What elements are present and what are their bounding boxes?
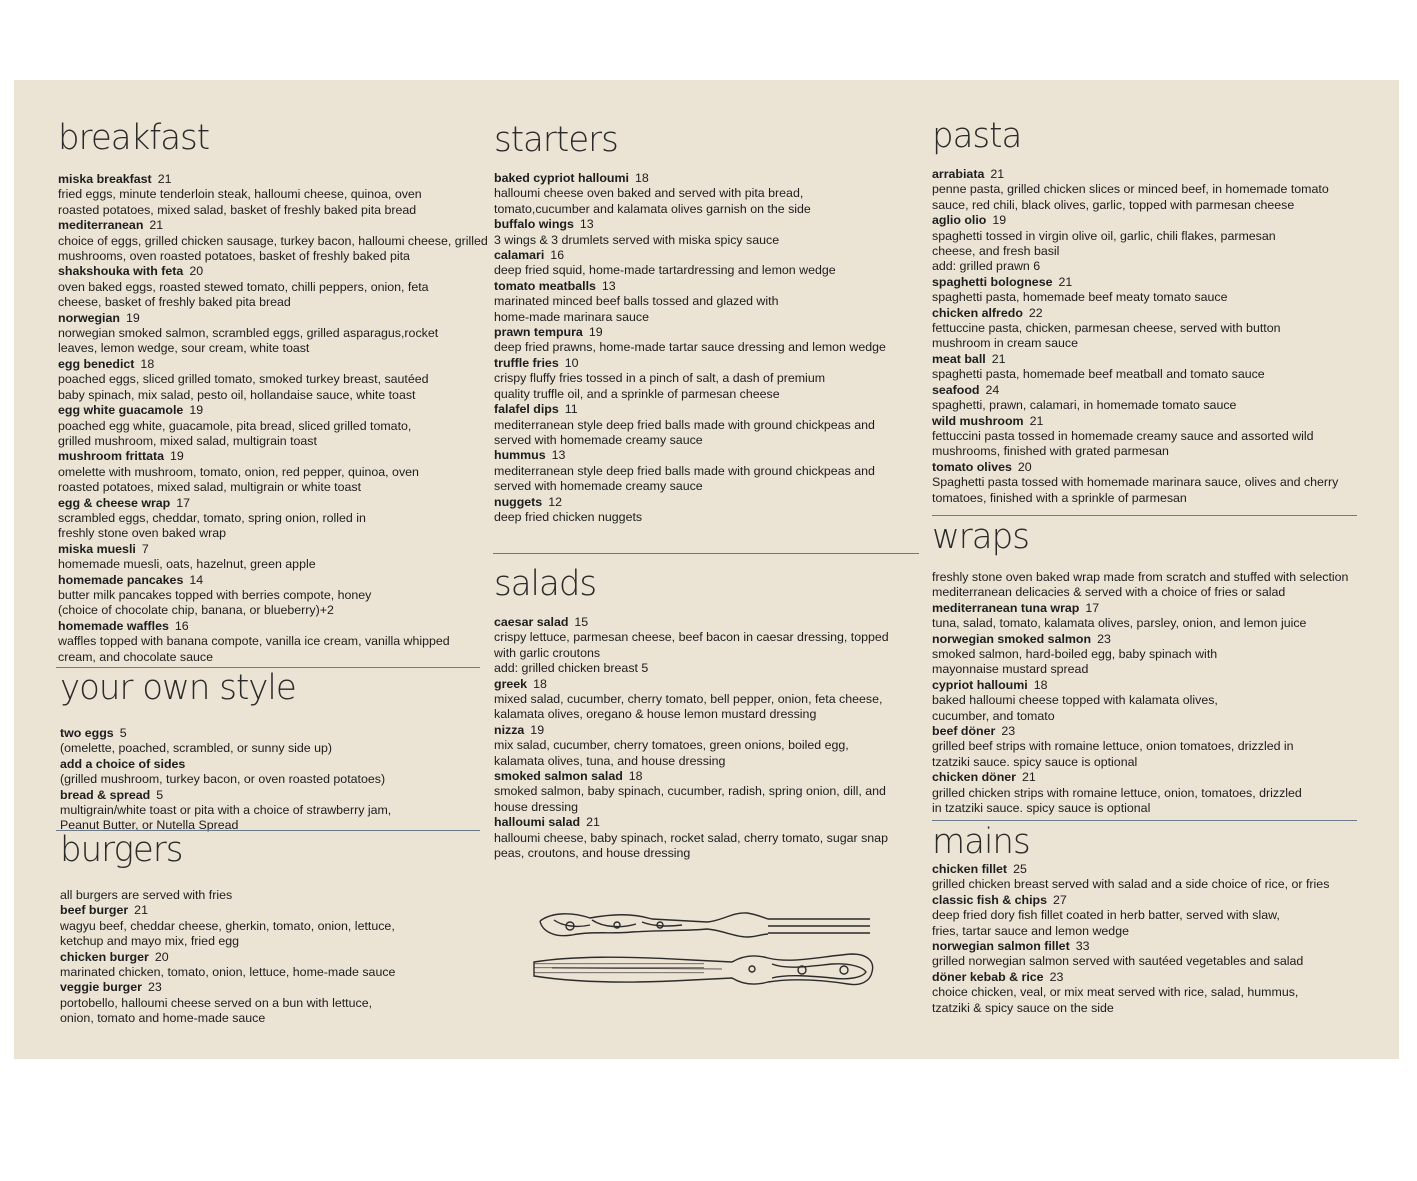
item-description: deep fried chicken nuggets: [494, 509, 643, 524]
menu-item: [932, 460, 1372, 506]
item-description: onion, tomato and home-made sauce: [60, 1011, 266, 1026]
menu-item: [58, 403, 488, 449]
item-description: (choice of chocolate chip, banana, or blueberry)+2: [58, 603, 334, 618]
item-price: 13: [601, 278, 616, 293]
item-price: 21: [149, 218, 164, 233]
menu-item: [60, 726, 490, 757]
item-description: crispy lettuce, parmesan cheese, beef bacon in caesar dressing, topped: [494, 630, 889, 645]
item-description: omelette with mushroom, tomato, onion, red pepper, quinoa, oven: [58, 464, 419, 479]
menu-item: [494, 171, 914, 217]
your-own-style-items: [60, 726, 490, 834]
menu-item: [60, 757, 490, 788]
menu-item: [494, 495, 914, 526]
wraps-intro-line: mediterranean delicacies & served with a choice of fries or salad: [932, 585, 1286, 600]
menu-item: [58, 218, 488, 264]
item-description: served with homemade creamy sauce: [494, 432, 703, 447]
item-name: two eggs: [60, 726, 114, 740]
section-title-wraps: wraps: [932, 516, 1029, 558]
menu-item: [494, 723, 914, 769]
item-name: seafood: [932, 382, 980, 397]
menu-item: [58, 172, 488, 218]
menu-item: [932, 414, 1372, 460]
item-name: tomato meatballs: [494, 278, 596, 293]
item-description: spaghetti, prawn, calamari, in homemade tomato sauce: [932, 398, 1237, 413]
item-price: 21: [990, 167, 1005, 181]
menu-item: [932, 970, 1372, 1016]
menu-item: [494, 815, 914, 861]
item-description: (grilled mushroom, turkey bacon, or oven roasted potatoes): [60, 772, 386, 787]
item-description: crispy fluffy fries tossed in a pinch of salt, a dash of premium: [494, 371, 826, 386]
item-description: tzatziki sauce. spicy sauce is optional: [932, 754, 1138, 769]
section-title-burgers: burgers: [60, 829, 183, 871]
item-description: mushrooms, oven roasted potatoes, basket of freshly baked pita: [58, 249, 410, 264]
item-price: 12: [548, 494, 562, 509]
item-description: penne pasta, grilled chicken slices or minced beef, in homemade tomato: [932, 182, 1329, 197]
wraps-items: [932, 601, 1372, 817]
menu-item: [58, 264, 488, 310]
item-name: bread & spread: [60, 787, 151, 802]
item-name: cypriot halloumi: [932, 677, 1028, 692]
item-name: egg white guacamole: [58, 403, 184, 418]
menu-item: [494, 217, 914, 248]
item-price: 19: [588, 325, 603, 340]
menu-item: [932, 352, 1372, 383]
item-description: baby spinach, mix salad, pesto oil, hollandaise sauce, white toast: [58, 387, 416, 402]
item-description: mayonnaise mustard spread: [932, 662, 1089, 677]
item-description: tzatziki & spicy sauce on the side: [932, 1000, 1114, 1015]
item-price: 18: [1033, 677, 1048, 692]
menu-item: [494, 677, 914, 723]
item-description: poached egg white, guacamole, pita bread, sliced grilled tomato,: [58, 418, 412, 433]
item-price: 33: [1075, 939, 1090, 954]
menu-item: [60, 980, 490, 1026]
item-description: choice of eggs, grilled chicken sausage, turkey bacon, halloumi cheese, grilled: [58, 233, 488, 248]
menu-item: [60, 788, 490, 834]
item-price: 22: [1028, 305, 1043, 320]
item-description: multigrain/white toast or pita with a choice of strawberry jam,: [60, 803, 392, 818]
item-price: 16: [550, 248, 565, 263]
item-name: miska muesli: [58, 541, 136, 556]
menu-item: [494, 279, 914, 325]
item-description: ketchup and mayo mix, fried egg: [60, 934, 240, 949]
section-title-your-own-style: your own style: [60, 667, 296, 709]
breakfast-items: [58, 172, 488, 665]
item-description: cheese, and fresh basil: [932, 244, 1060, 259]
item-price: 16: [174, 618, 189, 633]
item-name: chicken döner: [932, 770, 1017, 785]
item-description: mushrooms, finished with grated parmesan: [932, 444, 1169, 459]
burgers-items: [60, 903, 490, 1026]
item-price: 17: [176, 495, 191, 510]
menu-item: [58, 619, 488, 665]
item-price: 21: [991, 351, 1006, 366]
divider-starters: [493, 553, 919, 554]
item-name: truffle fries: [494, 355, 559, 370]
menu-item: [494, 615, 914, 677]
item-description: wagyu beef, cheddar cheese, gherkin, tomato, onion, lettuce,: [60, 918, 395, 933]
item-name: nuggets: [494, 494, 543, 509]
item-price: 5: [119, 726, 127, 740]
item-description: tomatoes, finished with a sprinkle of parmesan: [932, 490, 1187, 505]
item-description: deep fried squid, home-made tartardressing and lemon wedge: [494, 263, 836, 278]
menu-item: [58, 542, 488, 573]
item-name: spaghetti bolognese: [932, 274, 1053, 289]
section-title-mains: mains: [932, 821, 1030, 863]
mains-items: [932, 862, 1372, 1016]
item-description: fettuccini pasta tossed in homemade creamy sauce and assorted wild: [932, 428, 1314, 443]
menu-item: [932, 632, 1372, 678]
menu-item: [58, 573, 488, 619]
menu-item: [932, 770, 1372, 816]
item-name: homemade waffles: [58, 618, 169, 633]
item-description: halloumi cheese, baby spinach, rocket salad, cherry tomato, sugar snap: [494, 830, 888, 845]
item-name: chicken burger: [60, 949, 149, 964]
item-name: smoked salmon salad: [494, 769, 623, 784]
menu-item: [58, 357, 488, 403]
item-name: veggie burger: [60, 980, 142, 995]
item-name: halloumi salad: [494, 815, 581, 830]
section-title-salads: salads: [494, 563, 597, 605]
menu-item: [932, 678, 1372, 724]
item-name: prawn tempura: [494, 325, 583, 340]
item-description: tomato,cucumber and kalamata olives garnish on the side: [494, 201, 811, 216]
starters-items: [494, 171, 914, 525]
item-price: 18: [533, 676, 547, 691]
item-description: add: grilled chicken breast 5: [494, 661, 649, 676]
burgers-intro: all burgers are served with fries: [60, 888, 233, 902]
item-price: 23: [1001, 724, 1016, 739]
item-price: 18: [140, 356, 155, 371]
item-description: mix salad, cucumber, cherry tomatoes, green onions, boiled egg,: [494, 738, 849, 753]
item-name: hummus: [494, 448, 546, 463]
menu-item: [58, 496, 488, 542]
item-name: beef döner: [932, 724, 996, 739]
item-name: nizza: [494, 722, 525, 737]
item-name: norwegian: [58, 310, 120, 325]
item-description: (omelette, poached, scrambled, or sunny side up): [60, 741, 333, 756]
item-name: norwegian smoked salmon: [932, 631, 1092, 646]
menu-item: [60, 950, 490, 981]
item-description: spaghetti pasta, homemade beef meatball and tomato sauce: [932, 367, 1265, 382]
item-name: buffalo wings: [494, 217, 574, 232]
item-description: leaves, lemon wedge, sour cream, white toast: [58, 341, 310, 356]
column-left-your-own-style: [60, 668, 490, 834]
item-description: butter milk pancakes topped with berries compote, honey: [58, 587, 372, 602]
item-description: peas, croutons, and house dressing: [494, 846, 691, 861]
item-name: wild mushroom: [932, 413, 1024, 428]
column-right-wraps: [932, 517, 1372, 817]
item-price: 25: [1013, 862, 1027, 876]
item-description: grilled chicken strips with romaine lettuce, onion, tomatoes, drizzled: [932, 785, 1302, 800]
item-description: kalamata olives, oregano & house lemon mustard dressing: [494, 707, 817, 722]
item-name: homemade pancakes: [58, 572, 184, 587]
menu-item: [494, 325, 914, 356]
item-description: sauce, red chili, black olives, garlic, topped with parmesan cheese: [932, 197, 1295, 212]
item-name: egg benedict: [58, 356, 135, 371]
item-price: 20: [189, 264, 204, 279]
item-description: smoked salmon, hard-boiled egg, baby spinach with: [932, 647, 1218, 662]
item-description: choice chicken, veal, or mix meat served with rice, salad, hummus,: [932, 985, 1299, 1000]
item-description: cream, and chocolate sauce: [58, 649, 213, 664]
item-name: aglio olio: [932, 213, 987, 228]
item-description: Peanut Butter, or Nutella Spread: [60, 818, 239, 833]
item-name: mediterranean tuna wrap: [932, 600, 1080, 615]
column-right-mains: [932, 822, 1372, 1016]
item-description: halloumi cheese oven baked and served with pita bread,: [494, 186, 804, 201]
column-left: [58, 118, 488, 665]
item-name: falafel dips: [494, 402, 559, 417]
item-price: 21: [157, 172, 172, 186]
item-description: portobello, halloumi cheese served on a bun with lettuce,: [60, 995, 373, 1010]
item-name: arrabiata: [932, 167, 985, 181]
item-price: 5: [156, 787, 164, 802]
item-description: spaghetti tossed in virgin olive oil, garlic, chili flakes, parmesan: [932, 228, 1276, 243]
item-name: shakshouka with feta: [58, 264, 184, 279]
column-left-burgers: [60, 830, 490, 1027]
item-price: 19: [992, 213, 1007, 228]
menu-item: [932, 893, 1372, 939]
section-title-pasta: pasta: [932, 115, 1022, 157]
item-description: mediterranean style deep fried balls made with ground chickpeas and: [494, 463, 875, 478]
item-price: 18: [634, 171, 649, 185]
item-name: caesar salad: [494, 615, 569, 629]
item-description: roasted potatoes, mixed salad, multigrain or white toast: [58, 480, 362, 495]
item-description: quality truffle oil, and a sprinkle of parmesan cheese: [494, 386, 780, 401]
item-description: home-made marinara sauce: [494, 309, 649, 324]
item-price: 20: [154, 949, 169, 964]
knife-icon: [534, 954, 873, 985]
breakfast-section: [58, 118, 488, 665]
item-price: 23: [1049, 969, 1064, 984]
item-description: add: grilled prawn 6: [932, 259, 1041, 274]
item-description: mixed salad, cucumber, cherry tomato, bell pepper, onion, feta cheese,: [494, 692, 883, 707]
item-price: 19: [189, 403, 204, 418]
item-price: 21: [1022, 770, 1036, 785]
item-name: tomato olives: [932, 459, 1012, 474]
item-name: chicken alfredo: [932, 305, 1023, 320]
item-price: 19: [170, 449, 184, 464]
cutlery-illustration: [532, 906, 877, 1001]
item-description: fries, tartar sauce and lemon wedge: [932, 923, 1129, 938]
item-description: roasted potatoes, mixed salad, basket of freshly baked pita bread: [58, 202, 417, 217]
item-description: kalamata olives, tuna, and house dressing: [494, 753, 726, 768]
item-price: 17: [1085, 600, 1100, 615]
item-name: norwegian salmon fillet: [932, 939, 1070, 954]
item-name: calamari: [494, 248, 545, 263]
item-price: 18: [628, 769, 643, 784]
item-description: grilled norwegian salmon served with sautéed vegetables and salad: [932, 954, 1304, 969]
menu-item: [932, 862, 1372, 893]
item-description: deep fried prawns, home-made tartar sauce dressing and lemon wedge: [494, 340, 886, 355]
item-description: fettuccine pasta, chicken, parmesan cheese, served with button: [932, 321, 1281, 336]
item-price: 21: [1029, 413, 1044, 428]
item-price: 20: [1017, 459, 1032, 474]
item-description: marinated chicken, tomato, onion, lettuce, home-made sauce: [60, 965, 396, 980]
section-title-starters: starters: [494, 119, 618, 161]
item-price: 27: [1053, 892, 1067, 907]
item-description: grilled mushroom, mixed salad, multigrain toast: [58, 433, 317, 448]
item-price: 7: [141, 541, 149, 556]
item-price: 11: [564, 402, 578, 417]
section-title-breakfast: breakfast: [58, 117, 210, 159]
item-description: in tzatziki sauce. spicy sauce is optional: [932, 801, 1151, 816]
item-description: grilled beef strips with romaine lettuce, onion tomatoes, drizzled in: [932, 739, 1294, 754]
wraps-intro-line: freshly stone oven baked wrap made from scratch and stuffed with selection: [932, 570, 1349, 584]
item-price: 24: [985, 382, 1000, 397]
item-price: 23: [147, 980, 162, 995]
item-name: mushroom frittata: [58, 449, 165, 464]
item-description: with garlic croutons: [494, 645, 601, 660]
item-description: house dressing: [494, 799, 579, 814]
item-price: 13: [579, 217, 594, 232]
menu-item: [58, 311, 488, 357]
column-middle-salads: [494, 564, 914, 862]
menu-item: [494, 769, 914, 815]
menu-item: [58, 449, 488, 495]
item-price: 23: [1097, 631, 1111, 646]
item-description: cucumber, and tomato: [932, 708, 1055, 723]
item-description: deep fried dory fish fillet coated in herb batter, served with slaw,: [932, 908, 1280, 923]
menu-item: [932, 167, 1372, 213]
item-price: 10: [564, 355, 579, 370]
item-description: marinated minced beef balls tossed and glazed with: [494, 294, 779, 309]
menu-item: [494, 356, 914, 402]
menu-item: [60, 903, 490, 949]
menu-item: [932, 213, 1372, 275]
item-description: grilled chicken breast served with salad and a side choice of rice, or fries: [932, 877, 1330, 892]
item-name: classic fish & chips: [932, 892, 1048, 907]
item-description: spaghetti pasta, homemade beef meaty tomato sauce: [932, 290, 1228, 305]
item-description: 3 wings & 3 drumlets served with miska spicy sauce: [494, 232, 780, 247]
menu-item: [932, 275, 1372, 306]
item-description: smoked salmon, baby spinach, cucumber, radish, spring onion, dill, and: [494, 784, 886, 799]
menu-item: [932, 601, 1372, 632]
item-name: egg & cheese wrap: [58, 495, 171, 510]
item-description: scrambled eggs, cheddar, tomato, spring onion, rolled in: [58, 510, 366, 525]
menu-item: [932, 939, 1372, 970]
item-description: baked halloumi cheese topped with kalamata olives,: [932, 693, 1218, 708]
item-price: 19: [530, 722, 545, 737]
item-name: miska breakfast: [58, 172, 152, 186]
item-description: waffles topped with banana compote, vanilla ice cream, vanilla whipped: [58, 634, 450, 649]
item-name: greek: [494, 676, 528, 691]
column-middle: [494, 120, 914, 525]
menu-item: [494, 402, 914, 448]
item-price: 15: [574, 615, 589, 629]
item-price: 21: [586, 815, 600, 830]
menu-item: [494, 448, 914, 494]
pasta-items: [932, 167, 1372, 506]
item-description: oven baked eggs, roasted stewed tomato, chilli peppers, onion, feta: [58, 279, 429, 294]
menu-item: [932, 306, 1372, 352]
item-price: 19: [125, 310, 140, 325]
menu-panel: [14, 80, 1399, 1059]
salads-items: [494, 615, 914, 862]
item-price: 21: [134, 903, 148, 918]
item-description: served with homemade creamy sauce: [494, 479, 703, 494]
menu-item: [932, 724, 1372, 770]
fork-icon: [540, 913, 870, 937]
item-description: freshly stone oven baked wrap: [58, 526, 227, 541]
wraps-intro: [932, 570, 1372, 601]
item-description: mushroom in cream sauce: [932, 336, 1078, 351]
item-description: poached eggs, sliced grilled tomato, smoked turkey breast, sautéed: [58, 372, 429, 387]
item-name: meat ball: [932, 351, 986, 366]
item-description: norwegian smoked salmon, scrambled eggs, grilled asparagus,rocket: [58, 326, 439, 341]
item-name: baked cypriot halloumi: [494, 171, 629, 185]
item-name: mediterranean: [58, 218, 144, 233]
menu-item: [494, 248, 914, 279]
item-description: fried eggs, minute tenderloin steak, halloumi cheese, quinoa, oven: [58, 187, 422, 202]
item-name: chicken fillet: [932, 862, 1008, 876]
item-price: 21: [1058, 274, 1073, 289]
item-name: döner kebab & rice: [932, 969, 1044, 984]
item-price: 13: [551, 448, 566, 463]
column-right: [932, 116, 1372, 506]
item-name: beef burger: [60, 903, 129, 918]
item-price: 14: [189, 572, 204, 587]
item-description: Spaghetti pasta tossed with homemade marinara sauce, olives and cherry: [932, 475, 1339, 490]
item-description: tuna, salad, tomato, kalamata olives, parsley, onion, and lemon juice: [932, 616, 1307, 631]
item-description: mediterranean style deep fried balls made with ground chickpeas and: [494, 417, 875, 432]
item-description: cheese, basket of freshly baked pita bread: [58, 295, 291, 310]
item-description: homemade muesli, oats, hazelnut, green apple: [58, 557, 316, 572]
menu-item: [932, 383, 1372, 414]
item-name: add a choice of sides: [60, 756, 186, 771]
